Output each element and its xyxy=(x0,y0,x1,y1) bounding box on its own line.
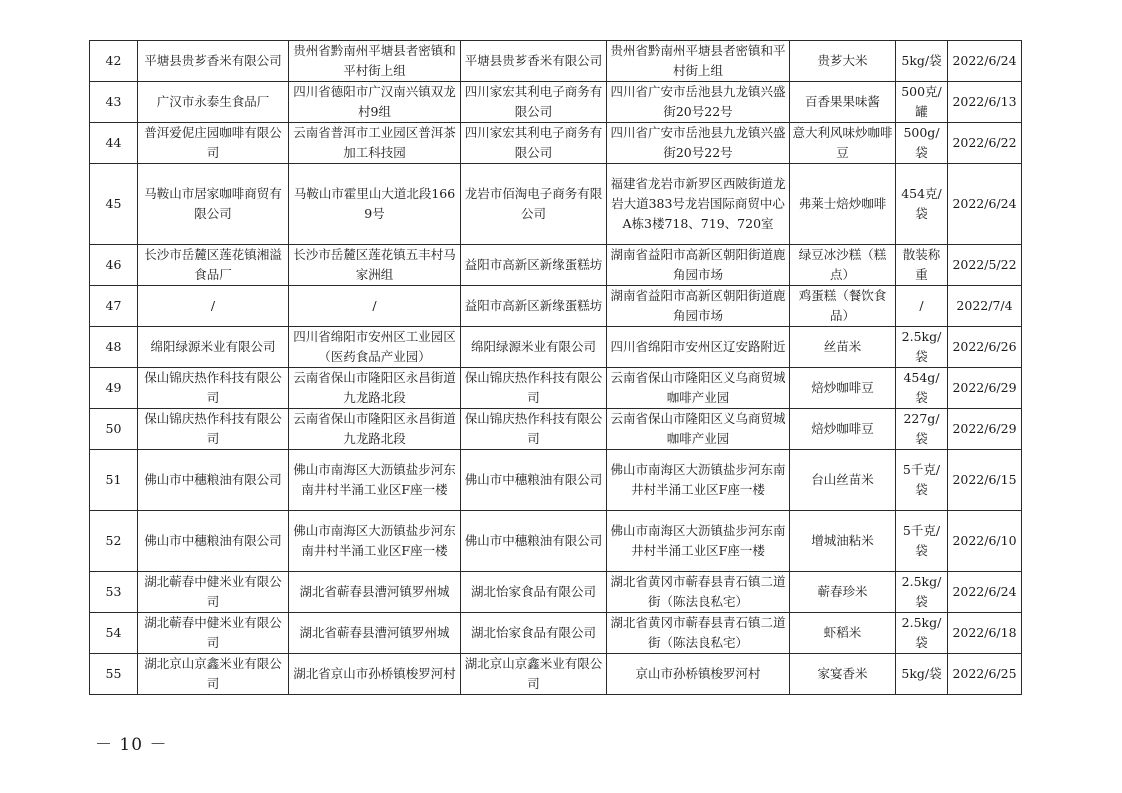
production-date-cell: 2022/6/29 xyxy=(948,409,1022,450)
spec-cell: / xyxy=(896,286,948,327)
table-row xyxy=(90,409,1022,450)
product-name-cell: 焙炒咖啡豆 xyxy=(790,368,896,409)
seller-name-cell: 四川家宏其利电子商务有限公司 xyxy=(461,82,607,123)
producer-address-cell: 云南省普洱市工业园区普洱茶加工科技园 xyxy=(289,123,461,164)
table-row xyxy=(90,450,1022,511)
production-date-cell: 2022/6/13 xyxy=(948,82,1022,123)
spec-cell: 227g/袋 xyxy=(896,409,948,450)
seller-address-cell: 湖北省黄冈市蕲春县青石镇二道街（陈法良私宅） xyxy=(607,572,790,613)
producer-address-cell: 贵州省黔南州平塘县者密镇和平村街上组 xyxy=(289,41,461,82)
seller-address-cell: 湖北省黄冈市蕲春县青石镇二道街（陈法良私宅） xyxy=(607,613,790,654)
seller-name-cell: 四川家宏其利电子商务有限公司 xyxy=(461,123,607,164)
spec-cell: 500g/袋 xyxy=(896,123,948,164)
row-number-cell: 47 xyxy=(90,286,138,327)
product-table xyxy=(89,40,1022,695)
producer-address-cell: 长沙市岳麓区莲花镇五丰村马家洲组 xyxy=(289,245,461,286)
producer-address-cell: 马鞍山市霍里山大道北段1669号 xyxy=(289,164,461,245)
production-date-cell: 2022/6/18 xyxy=(948,613,1022,654)
seller-name-cell: 保山锦庆热作科技有限公司 xyxy=(461,409,607,450)
spec-cell: 5kg/袋 xyxy=(896,654,948,695)
producer-address-cell: 佛山市南海区大沥镇盐步河东南井村半涌工业区F座一楼 xyxy=(289,450,461,511)
producer-name-cell: 广汉市永泰生食品厂 xyxy=(138,82,289,123)
seller-name-cell: 保山锦庆热作科技有限公司 xyxy=(461,368,607,409)
seller-name-cell: 益阳市高新区新缘蛋糕坊 xyxy=(461,245,607,286)
product-name-cell: 弗莱士焙炒咖啡 xyxy=(790,164,896,245)
seller-name-cell: 湖北京山京鑫米业有限公司 xyxy=(461,654,607,695)
seller-address-cell: 云南省保山市隆阳区义乌商贸城咖啡产业园 xyxy=(607,368,790,409)
producer-address-cell: 湖北省蕲春县漕河镇罗州城 xyxy=(289,613,461,654)
product-name-cell: 贵芗大米 xyxy=(790,41,896,82)
spec-cell: 5kg/袋 xyxy=(896,41,948,82)
producer-name-cell: 绵阳绿源米业有限公司 xyxy=(138,327,289,368)
production-date-cell: 2022/6/24 xyxy=(948,41,1022,82)
production-date-cell: 2022/7/4 xyxy=(948,286,1022,327)
spec-cell: 5千克/袋 xyxy=(896,511,948,572)
table-row xyxy=(90,368,1022,409)
production-date-cell: 2022/6/29 xyxy=(948,368,1022,409)
production-date-cell: 2022/6/24 xyxy=(948,572,1022,613)
table-body xyxy=(90,41,1022,695)
production-date-cell: 2022/6/24 xyxy=(948,164,1022,245)
producer-name-cell: 佛山市中穗粮油有限公司 xyxy=(138,511,289,572)
seller-address-cell: 京山市孙桥镇梭罗河村 xyxy=(607,654,790,695)
row-number-cell: 53 xyxy=(90,572,138,613)
seller-address-cell: 贵州省黔南州平塘县者密镇和平村街上组 xyxy=(607,41,790,82)
product-name-cell: 焙炒咖啡豆 xyxy=(790,409,896,450)
seller-address-cell: 四川省绵阳市安州区辽安路附近 xyxy=(607,327,790,368)
producer-name-cell: / xyxy=(138,286,289,327)
spec-cell: 5千克/袋 xyxy=(896,450,948,511)
spec-cell: 2.5kg/袋 xyxy=(896,327,948,368)
seller-name-cell: 绵阳绿源米业有限公司 xyxy=(461,327,607,368)
seller-address-cell: 云南省保山市隆阳区义乌商贸城咖啡产业园 xyxy=(607,409,790,450)
seller-address-cell: 湖南省益阳市高新区朝阳街道鹿角园市场 xyxy=(607,245,790,286)
producer-name-cell: 保山锦庆热作科技有限公司 xyxy=(138,368,289,409)
table-row xyxy=(90,572,1022,613)
table-row xyxy=(90,327,1022,368)
table-row xyxy=(90,245,1022,286)
producer-address-cell: 四川省德阳市广汉南兴镇双龙村9组 xyxy=(289,82,461,123)
producer-name-cell: 保山锦庆热作科技有限公司 xyxy=(138,409,289,450)
product-name-cell: 虾稻米 xyxy=(790,613,896,654)
seller-address-cell: 佛山市南海区大沥镇盐步河东南井村半涌工业区F座一楼 xyxy=(607,511,790,572)
producer-address-cell: 云南省保山市隆阳区永昌街道九龙路北段 xyxy=(289,368,461,409)
production-date-cell: 2022/6/15 xyxy=(948,450,1022,511)
seller-address-cell: 四川省广安市岳池县九龙镇兴盛街20号22号 xyxy=(607,82,790,123)
spec-cell: 454g/袋 xyxy=(896,368,948,409)
row-number-cell: 48 xyxy=(90,327,138,368)
product-name-cell: 鸡蛋糕（餐饮食品） xyxy=(790,286,896,327)
table-row xyxy=(90,511,1022,572)
production-date-cell: 2022/6/22 xyxy=(948,123,1022,164)
producer-name-cell: 湖北蕲春中健米业有限公司 xyxy=(138,613,289,654)
product-name-cell: 百香果果味酱 xyxy=(790,82,896,123)
producer-name-cell: 湖北蕲春中健米业有限公司 xyxy=(138,572,289,613)
seller-name-cell: 湖北怡家食品有限公司 xyxy=(461,572,607,613)
seller-address-cell: 湖南省益阳市高新区朝阳街道鹿角园市场 xyxy=(607,286,790,327)
seller-name-cell: 佛山市中穗粮油有限公司 xyxy=(461,511,607,572)
row-number-cell: 49 xyxy=(90,368,138,409)
row-number-cell: 52 xyxy=(90,511,138,572)
page-number: － 10 － xyxy=(95,735,168,755)
production-date-cell: 2022/6/25 xyxy=(948,654,1022,695)
producer-name-cell: 湖北京山京鑫米业有限公司 xyxy=(138,654,289,695)
row-number-cell: 44 xyxy=(90,123,138,164)
table-row xyxy=(90,41,1022,82)
producer-address-cell: 湖北省蕲春县漕河镇罗州城 xyxy=(289,572,461,613)
row-number-cell: 50 xyxy=(90,409,138,450)
row-number-cell: 46 xyxy=(90,245,138,286)
spec-cell: 散装称重 xyxy=(896,245,948,286)
seller-name-cell: 佛山市中穗粮油有限公司 xyxy=(461,450,607,511)
production-date-cell: 2022/5/22 xyxy=(948,245,1022,286)
table-row xyxy=(90,286,1022,327)
producer-name-cell: 佛山市中穗粮油有限公司 xyxy=(138,450,289,511)
table-row xyxy=(90,123,1022,164)
row-number-cell: 45 xyxy=(90,164,138,245)
production-date-cell: 2022/6/10 xyxy=(948,511,1022,572)
producer-address-cell: / xyxy=(289,286,461,327)
seller-name-cell: 湖北怡家食品有限公司 xyxy=(461,613,607,654)
seller-name-cell: 平塘县贵芗香米有限公司 xyxy=(461,41,607,82)
row-number-cell: 43 xyxy=(90,82,138,123)
product-name-cell: 蕲春珍米 xyxy=(790,572,896,613)
seller-name-cell: 龙岩市佰淘电子商务有限公司 xyxy=(461,164,607,245)
spec-cell: 2.5kg/袋 xyxy=(896,572,948,613)
spec-cell: 500克/罐 xyxy=(896,82,948,123)
spec-cell: 454克/袋 xyxy=(896,164,948,245)
producer-name-cell: 普洱爱伲庄园咖啡有限公司 xyxy=(138,123,289,164)
producer-address-cell: 湖北省京山市孙桥镇梭罗河村 xyxy=(289,654,461,695)
product-name-cell: 增城油粘米 xyxy=(790,511,896,572)
product-name-cell: 意大利风味炒咖啡豆 xyxy=(790,123,896,164)
row-number-cell: 51 xyxy=(90,450,138,511)
seller-address-cell: 四川省广安市岳池县九龙镇兴盛街20号22号 xyxy=(607,123,790,164)
product-name-cell: 家宴香米 xyxy=(790,654,896,695)
producer-address-cell: 佛山市南海区大沥镇盐步河东南井村半涌工业区F座一楼 xyxy=(289,511,461,572)
row-number-cell: 55 xyxy=(90,654,138,695)
product-name-cell: 绿豆冰沙糕（糕点） xyxy=(790,245,896,286)
producer-name-cell: 平塘县贵芗香米有限公司 xyxy=(138,41,289,82)
producer-address-cell: 云南省保山市隆阳区永昌街道九龙路北段 xyxy=(289,409,461,450)
row-number-cell: 42 xyxy=(90,41,138,82)
seller-name-cell: 益阳市高新区新缘蛋糕坊 xyxy=(461,286,607,327)
producer-name-cell: 长沙市岳麓区莲花镇湘溢食品厂 xyxy=(138,245,289,286)
producer-name-cell: 马鞍山市居家咖啡商贸有限公司 xyxy=(138,164,289,245)
producer-address-cell: 四川省绵阳市安州区工业园区（医药食品产业园） xyxy=(289,327,461,368)
production-date-cell: 2022/6/26 xyxy=(948,327,1022,368)
table-row xyxy=(90,654,1022,695)
product-name-cell: 丝苗米 xyxy=(790,327,896,368)
spec-cell: 2.5kg/袋 xyxy=(896,613,948,654)
table-row xyxy=(90,82,1022,123)
table-row xyxy=(90,164,1022,245)
table-row xyxy=(90,613,1022,654)
seller-address-cell: 佛山市南海区大沥镇盐步河东南井村半涌工业区F座一楼 xyxy=(607,450,790,511)
product-name-cell: 台山丝苗米 xyxy=(790,450,896,511)
seller-address-cell: 福建省龙岩市新罗区西陂街道龙岩大道383号龙岩国际商贸中心A栋3楼718、719、720室 xyxy=(607,164,790,245)
row-number-cell: 54 xyxy=(90,613,138,654)
